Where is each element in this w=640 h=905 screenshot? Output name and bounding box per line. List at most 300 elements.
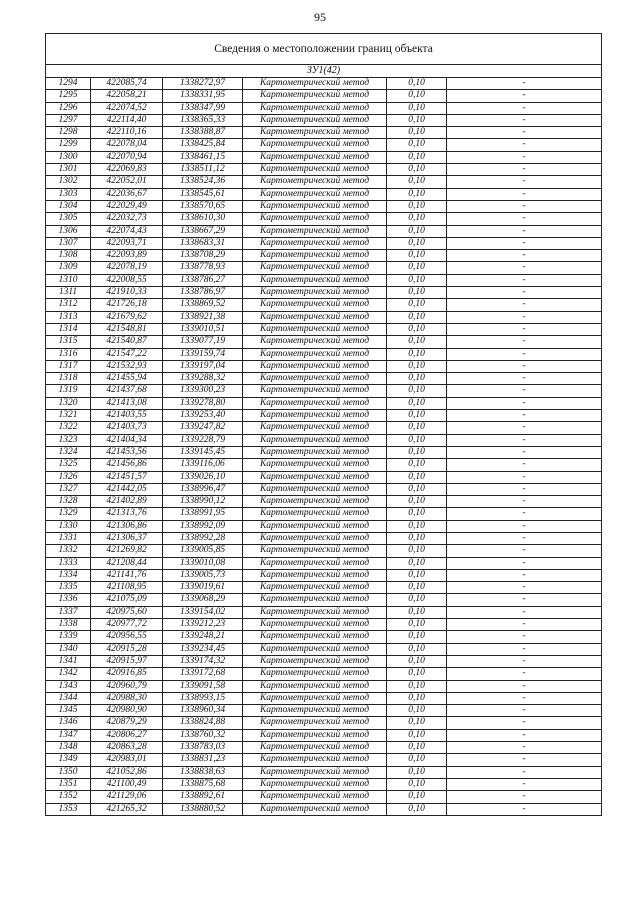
- accuracy: 0,10: [387, 434, 447, 446]
- table-row: [46, 323, 602, 335]
- accuracy: 0,10: [387, 459, 447, 471]
- point-number: 1322: [46, 422, 91, 434]
- coord-x: 422058,21: [91, 90, 163, 102]
- description: -: [447, 557, 602, 569]
- coord-x: 421052,86: [91, 766, 163, 778]
- coord-x: 422114,40: [91, 114, 163, 126]
- table-row: [46, 508, 602, 520]
- coord-y: 1339077,19: [163, 336, 243, 348]
- table-row: [46, 250, 602, 262]
- table-row: [46, 90, 602, 102]
- method: Картометрический метод: [243, 102, 387, 114]
- method: Картометрический метод: [243, 631, 387, 643]
- description: -: [447, 446, 602, 458]
- description: -: [447, 742, 602, 754]
- description: -: [447, 631, 602, 643]
- point-number: 1308: [46, 250, 91, 262]
- coord-y: 1338388,87: [163, 127, 243, 139]
- coord-y: 1339091,58: [163, 680, 243, 692]
- table-row: [46, 213, 602, 225]
- point-number: 1345: [46, 705, 91, 717]
- accuracy: 0,10: [387, 520, 447, 532]
- accuracy: 0,10: [387, 176, 447, 188]
- point-number: 1311: [46, 287, 91, 299]
- table-row: [46, 791, 602, 803]
- point-number: 1352: [46, 791, 91, 803]
- description: -: [447, 360, 602, 372]
- point-number: 1342: [46, 668, 91, 680]
- table-row: [46, 348, 602, 360]
- method: Картометрический метод: [243, 114, 387, 126]
- coord-x: 421141,76: [91, 569, 163, 581]
- method: Картометрический метод: [243, 496, 387, 508]
- method: Картометрический метод: [243, 434, 387, 446]
- description: -: [447, 680, 602, 692]
- coord-x: 420879,29: [91, 717, 163, 729]
- coord-x: 421442,05: [91, 483, 163, 495]
- table-row: [46, 397, 602, 409]
- method: Картометрический метод: [243, 606, 387, 618]
- method: Картометрический метод: [243, 422, 387, 434]
- method: Картометрический метод: [243, 323, 387, 335]
- point-number: 1336: [46, 594, 91, 606]
- table-row: [46, 483, 602, 495]
- table-row: [46, 655, 602, 667]
- method: Картометрический метод: [243, 680, 387, 692]
- coord-x: 421403,73: [91, 422, 163, 434]
- description: -: [447, 90, 602, 102]
- coord-y: 1338991,95: [163, 508, 243, 520]
- point-number: 1314: [46, 323, 91, 335]
- accuracy: 0,10: [387, 545, 447, 557]
- table-row: [46, 299, 602, 311]
- method: Картометрический метод: [243, 225, 387, 237]
- coord-x: 420977,72: [91, 619, 163, 631]
- coord-y: 1338993,15: [163, 692, 243, 704]
- accuracy: 0,10: [387, 151, 447, 163]
- description: -: [447, 705, 602, 717]
- description: -: [447, 754, 602, 766]
- method: Картометрический метод: [243, 188, 387, 200]
- description: -: [447, 237, 602, 249]
- description: -: [447, 213, 602, 225]
- coord-x: 421540,87: [91, 336, 163, 348]
- section-label: ЗУ1(42): [46, 65, 602, 78]
- description: -: [447, 545, 602, 557]
- table-row: [46, 471, 602, 483]
- accuracy: 0,10: [387, 705, 447, 717]
- table-row: [46, 360, 602, 372]
- table-row: [46, 619, 602, 631]
- coord-y: 1338869,52: [163, 299, 243, 311]
- description: -: [447, 692, 602, 704]
- coord-y: 1338610,30: [163, 213, 243, 225]
- point-number: 1298: [46, 127, 91, 139]
- method: Картометрический метод: [243, 754, 387, 766]
- accuracy: 0,10: [387, 594, 447, 606]
- point-number: 1312: [46, 299, 91, 311]
- coord-y: 1338992,09: [163, 520, 243, 532]
- method: Картометрический метод: [243, 348, 387, 360]
- accuracy: 0,10: [387, 299, 447, 311]
- description: -: [447, 655, 602, 667]
- coord-y: 1338990,12: [163, 496, 243, 508]
- accuracy: 0,10: [387, 311, 447, 323]
- accuracy: 0,10: [387, 791, 447, 803]
- accuracy: 0,10: [387, 680, 447, 692]
- description: -: [447, 459, 602, 471]
- description: -: [447, 225, 602, 237]
- method: Картометрический метод: [243, 705, 387, 717]
- accuracy: 0,10: [387, 692, 447, 704]
- description: -: [447, 471, 602, 483]
- description: -: [447, 385, 602, 397]
- table-row: [46, 114, 602, 126]
- coord-y: 1339005,73: [163, 569, 243, 581]
- method: Картометрический метод: [243, 397, 387, 409]
- point-number: 1346: [46, 717, 91, 729]
- description: -: [447, 299, 602, 311]
- method: Картометрический метод: [243, 459, 387, 471]
- coord-y: 1338783,03: [163, 742, 243, 754]
- point-number: 1319: [46, 385, 91, 397]
- coord-x: 421404,34: [91, 434, 163, 446]
- section-row: [46, 65, 602, 78]
- accuracy: 0,10: [387, 90, 447, 102]
- description: -: [447, 668, 602, 680]
- method: Картометрический метод: [243, 594, 387, 606]
- method: Картометрический метод: [243, 582, 387, 594]
- accuracy: 0,10: [387, 471, 447, 483]
- coord-x: 422074,52: [91, 102, 163, 114]
- coord-x: 421403,55: [91, 410, 163, 422]
- point-number: 1296: [46, 102, 91, 114]
- table-row: [46, 385, 602, 397]
- coord-y: 1339288,32: [163, 373, 243, 385]
- accuracy: 0,10: [387, 373, 447, 385]
- coord-y: 1339154,02: [163, 606, 243, 618]
- method: Картометрический метод: [243, 336, 387, 348]
- table-row: [46, 225, 602, 237]
- accuracy: 0,10: [387, 483, 447, 495]
- accuracy: 0,10: [387, 237, 447, 249]
- method: Картометрический метод: [243, 274, 387, 286]
- table-row: [46, 287, 602, 299]
- coord-y: 1338824,88: [163, 717, 243, 729]
- table-row: [46, 274, 602, 286]
- method: Картометрический метод: [243, 532, 387, 544]
- description: -: [447, 78, 602, 90]
- accuracy: 0,10: [387, 200, 447, 212]
- accuracy: 0,10: [387, 532, 447, 544]
- coord-y: 1338786,97: [163, 287, 243, 299]
- coord-y: 1339010,51: [163, 323, 243, 335]
- point-number: 1302: [46, 176, 91, 188]
- method: Картометрический метод: [243, 520, 387, 532]
- accuracy: 0,10: [387, 631, 447, 643]
- table-row: [46, 729, 602, 741]
- table-row: [46, 532, 602, 544]
- coord-x: 422078,19: [91, 262, 163, 274]
- description: -: [447, 164, 602, 176]
- description: -: [447, 200, 602, 212]
- point-number: 1353: [46, 803, 91, 815]
- accuracy: 0,10: [387, 606, 447, 618]
- method: Картометрический метод: [243, 778, 387, 790]
- coord-x: 422078,04: [91, 139, 163, 151]
- description: -: [447, 594, 602, 606]
- coord-x: 420806,27: [91, 729, 163, 741]
- method: Картометрический метод: [243, 176, 387, 188]
- coord-y: 1338683,31: [163, 237, 243, 249]
- point-number: 1323: [46, 434, 91, 446]
- coord-x: 421453,56: [91, 446, 163, 458]
- method: Картометрический метод: [243, 569, 387, 581]
- accuracy: 0,10: [387, 668, 447, 680]
- point-number: 1334: [46, 569, 91, 581]
- coord-y: 1338272,97: [163, 78, 243, 90]
- point-number: 1299: [46, 139, 91, 151]
- coord-x: 420980,90: [91, 705, 163, 717]
- point-number: 1297: [46, 114, 91, 126]
- coord-y: 1338524,36: [163, 176, 243, 188]
- point-number: 1328: [46, 496, 91, 508]
- coord-x: 422093,89: [91, 250, 163, 262]
- accuracy: 0,10: [387, 766, 447, 778]
- method: Картометрический метод: [243, 668, 387, 680]
- description: -: [447, 582, 602, 594]
- coord-y: 1338960,34: [163, 705, 243, 717]
- coord-y: 1339068,29: [163, 594, 243, 606]
- coord-x: 422085,74: [91, 78, 163, 90]
- coord-y: 1339019,61: [163, 582, 243, 594]
- coord-y: 1338511,12: [163, 164, 243, 176]
- point-number: 1306: [46, 225, 91, 237]
- method: Картометрический метод: [243, 200, 387, 212]
- coord-y: 1338331,95: [163, 90, 243, 102]
- coord-x: 420916,85: [91, 668, 163, 680]
- table-row: [46, 803, 602, 815]
- coord-y: 1338708,29: [163, 250, 243, 262]
- coord-x: 420988,30: [91, 692, 163, 704]
- description: -: [447, 151, 602, 163]
- description: -: [447, 778, 602, 790]
- table-row: [46, 705, 602, 717]
- description: -: [447, 287, 602, 299]
- coord-y: 1339247,82: [163, 422, 243, 434]
- table-row: [46, 422, 602, 434]
- coord-x: 422110,16: [91, 127, 163, 139]
- table-row: [46, 459, 602, 471]
- table-row: [46, 643, 602, 655]
- description: -: [447, 520, 602, 532]
- point-number: 1340: [46, 643, 91, 655]
- method: Картометрический метод: [243, 299, 387, 311]
- accuracy: 0,10: [387, 754, 447, 766]
- coord-x: 421402,89: [91, 496, 163, 508]
- point-number: 1304: [46, 200, 91, 212]
- boundary-coordinates-table: [45, 33, 602, 816]
- page-number: 95: [314, 10, 326, 24]
- accuracy: 0,10: [387, 164, 447, 176]
- accuracy: 0,10: [387, 250, 447, 262]
- point-number: 1295: [46, 90, 91, 102]
- point-number: 1347: [46, 729, 91, 741]
- coord-y: 1339174,32: [163, 655, 243, 667]
- table-row: [46, 754, 602, 766]
- point-number: 1344: [46, 692, 91, 704]
- description: -: [447, 311, 602, 323]
- description: -: [447, 643, 602, 655]
- point-number: 1324: [46, 446, 91, 458]
- method: Картометрический метод: [243, 262, 387, 274]
- coord-x: 420956,55: [91, 631, 163, 643]
- description: -: [447, 274, 602, 286]
- description: -: [447, 176, 602, 188]
- point-number: 1332: [46, 545, 91, 557]
- method: Картометрический метод: [243, 373, 387, 385]
- coord-x: 420863,28: [91, 742, 163, 754]
- accuracy: 0,10: [387, 287, 447, 299]
- accuracy: 0,10: [387, 348, 447, 360]
- point-number: 1329: [46, 508, 91, 520]
- method: Картометрический метод: [243, 803, 387, 815]
- method: Картометрический метод: [243, 619, 387, 631]
- accuracy: 0,10: [387, 139, 447, 151]
- description: -: [447, 323, 602, 335]
- method: Картометрический метод: [243, 237, 387, 249]
- accuracy: 0,10: [387, 336, 447, 348]
- coord-y: 1338545,61: [163, 188, 243, 200]
- accuracy: 0,10: [387, 569, 447, 581]
- description: -: [447, 569, 602, 581]
- coord-y: 1338365,33: [163, 114, 243, 126]
- table-row: [46, 102, 602, 114]
- table-body: [46, 78, 602, 816]
- table-row: [46, 336, 602, 348]
- coord-y: 1338838,63: [163, 766, 243, 778]
- method: Картометрический метод: [243, 90, 387, 102]
- table-row: [46, 164, 602, 176]
- table-row: [46, 446, 602, 458]
- description: -: [447, 262, 602, 274]
- coord-y: 1339278,80: [163, 397, 243, 409]
- coord-y: 1339026,10: [163, 471, 243, 483]
- description: -: [447, 348, 602, 360]
- method: Картометрический метод: [243, 250, 387, 262]
- coord-x: 422093,71: [91, 237, 163, 249]
- description: -: [447, 139, 602, 151]
- accuracy: 0,10: [387, 323, 447, 335]
- coord-x: 421456,86: [91, 459, 163, 471]
- method: Картометрический метод: [243, 78, 387, 90]
- table-row: [46, 410, 602, 422]
- accuracy: 0,10: [387, 188, 447, 200]
- accuracy: 0,10: [387, 582, 447, 594]
- accuracy: 0,10: [387, 262, 447, 274]
- method: Картометрический метод: [243, 151, 387, 163]
- description: -: [447, 422, 602, 434]
- method: Картометрический метод: [243, 471, 387, 483]
- method: Картометрический метод: [243, 127, 387, 139]
- coord-x: 421455,94: [91, 373, 163, 385]
- coord-y: 1339116,06: [163, 459, 243, 471]
- coord-x: 421129,06: [91, 791, 163, 803]
- coord-y: 1338880,52: [163, 803, 243, 815]
- coord-y: 1338347,99: [163, 102, 243, 114]
- method: Картометрический метод: [243, 557, 387, 569]
- accuracy: 0,10: [387, 78, 447, 90]
- table-row: [46, 692, 602, 704]
- accuracy: 0,10: [387, 803, 447, 815]
- table-row: [46, 766, 602, 778]
- table-row: [46, 668, 602, 680]
- coord-y: 1339010,08: [163, 557, 243, 569]
- coord-y: 1339005,85: [163, 545, 243, 557]
- description: -: [447, 127, 602, 139]
- table-row: [46, 582, 602, 594]
- method: Картометрический метод: [243, 545, 387, 557]
- description: -: [447, 803, 602, 815]
- table-row: [46, 557, 602, 569]
- description: -: [447, 717, 602, 729]
- table-title-row: [46, 34, 602, 65]
- point-number: 1325: [46, 459, 91, 471]
- description: -: [447, 766, 602, 778]
- table-row: [46, 151, 602, 163]
- point-number: 1313: [46, 311, 91, 323]
- coord-x: 421547,22: [91, 348, 163, 360]
- coord-y: 1338831,23: [163, 754, 243, 766]
- coord-x: 421451,57: [91, 471, 163, 483]
- table-row: [46, 200, 602, 212]
- table-row: [46, 717, 602, 729]
- description: -: [447, 532, 602, 544]
- point-number: 1316: [46, 348, 91, 360]
- accuracy: 0,10: [387, 557, 447, 569]
- coord-x: 421100,49: [91, 778, 163, 790]
- description: -: [447, 791, 602, 803]
- coord-y: 1339228,79: [163, 434, 243, 446]
- point-number: 1343: [46, 680, 91, 692]
- method: Картометрический метод: [243, 655, 387, 667]
- coord-y: 1339172,68: [163, 668, 243, 680]
- accuracy: 0,10: [387, 385, 447, 397]
- table-row: [46, 434, 602, 446]
- accuracy: 0,10: [387, 717, 447, 729]
- accuracy: 0,10: [387, 102, 447, 114]
- coord-x: 422074,43: [91, 225, 163, 237]
- coord-x: 421532,93: [91, 360, 163, 372]
- point-number: 1303: [46, 188, 91, 200]
- table-row: [46, 778, 602, 790]
- point-number: 1335: [46, 582, 91, 594]
- method: Картометрический метод: [243, 410, 387, 422]
- description: -: [447, 410, 602, 422]
- description: -: [447, 434, 602, 446]
- method: Картометрический метод: [243, 508, 387, 520]
- point-number: 1330: [46, 520, 91, 532]
- table-row: [46, 262, 602, 274]
- point-number: 1318: [46, 373, 91, 385]
- point-number: 1348: [46, 742, 91, 754]
- accuracy: 0,10: [387, 508, 447, 520]
- table-row: [46, 569, 602, 581]
- coord-x: 422008,55: [91, 274, 163, 286]
- accuracy: 0,10: [387, 225, 447, 237]
- point-number: 1294: [46, 78, 91, 90]
- coord-x: 421413,08: [91, 397, 163, 409]
